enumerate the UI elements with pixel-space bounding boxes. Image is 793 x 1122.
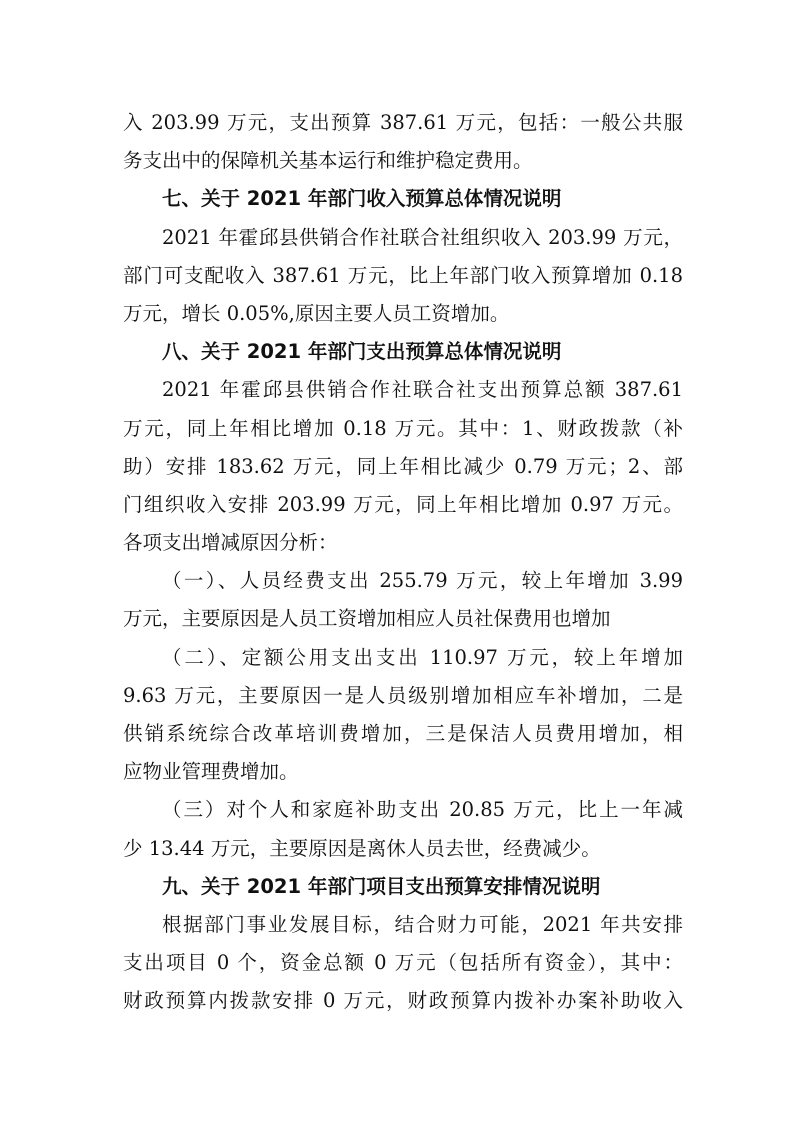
body-line: 务支出中的保障机关基本运行和维护稳定费用。 <box>123 149 533 173</box>
paragraph-first-line: （二）、定额公用支出支出 110.97 万元，较上年增加 <box>162 645 683 669</box>
body-line: 入 203.99 万元，支出预算 387.61 万元，包括：一般公共服 <box>123 111 683 134</box>
body-line: 门组织收入安排 203.99 万元，同上年相比增加 0.97 万元。 <box>123 492 683 516</box>
paragraph-first-line: 2021 年霍邱县供销合作社联合社支出预算总额 387.61 <box>162 378 683 402</box>
body-line: 9.63 万元，主要原因一是人员级别增加相应车补增加，二是 <box>123 683 683 707</box>
body-line: 部门可支配收入 387.61 万元，比上年部门收入预算增加 0.18 <box>123 263 683 287</box>
section-heading-9: 九、关于 2021 年部门项目支出预算安排情况说明 <box>162 874 601 898</box>
paragraph-first-line: （三）对个人和家庭补助支出 20.85 万元，比上一年减 <box>162 798 683 822</box>
body-line: 各项支出增减原因分析： <box>123 531 338 555</box>
body-line: 供销系统综合改革培训费增加，三是保洁人员费用增加，相 <box>123 722 683 745</box>
body-line: 万元，增长 0.05%,原因主要人员工资增加。 <box>123 301 510 325</box>
paragraph-first-line: 根据部门事业发展目标，结合财力可能，2021 年共安排 <box>162 912 683 936</box>
body-line: 财政预算内拨款安排 0 万元，财政预算内拨补办案补助收入 <box>123 989 683 1013</box>
body-line: 少 13.44 万元，主要原因是离休人员去世，经费减少。 <box>123 836 601 860</box>
body-line: 支出项目 0 个，资金总额 0 万元（包括所有资金），其中： <box>123 951 683 975</box>
paragraph-first-line: 2021 年霍邱县供销合作社联合社组织收入 203.99 万元， <box>162 225 683 249</box>
document-body <box>123 104 683 1021</box>
section-heading-7: 七、关于 2021 年部门收入预算总体情况说明 <box>162 187 562 211</box>
section-heading-8: 八、关于 2021 年部门支出预算总体情况说明 <box>162 340 562 364</box>
body-line: 万元，主要原因是人员工资增加相应人员社保费用也增加 <box>123 607 611 631</box>
body-line: 应物业管理费增加。 <box>123 760 299 784</box>
body-line: 助）安排 183.62 万元，同上年相比减少 0.79 万元；2、部 <box>123 454 683 478</box>
paragraph-first-line: （一）、人员经费支出 255.79 万元，较上年增加 3.99 <box>162 569 683 593</box>
body-line: 万元，同上年相比增加 0.18 万元。其中：1、财政拨款（补 <box>123 416 683 440</box>
